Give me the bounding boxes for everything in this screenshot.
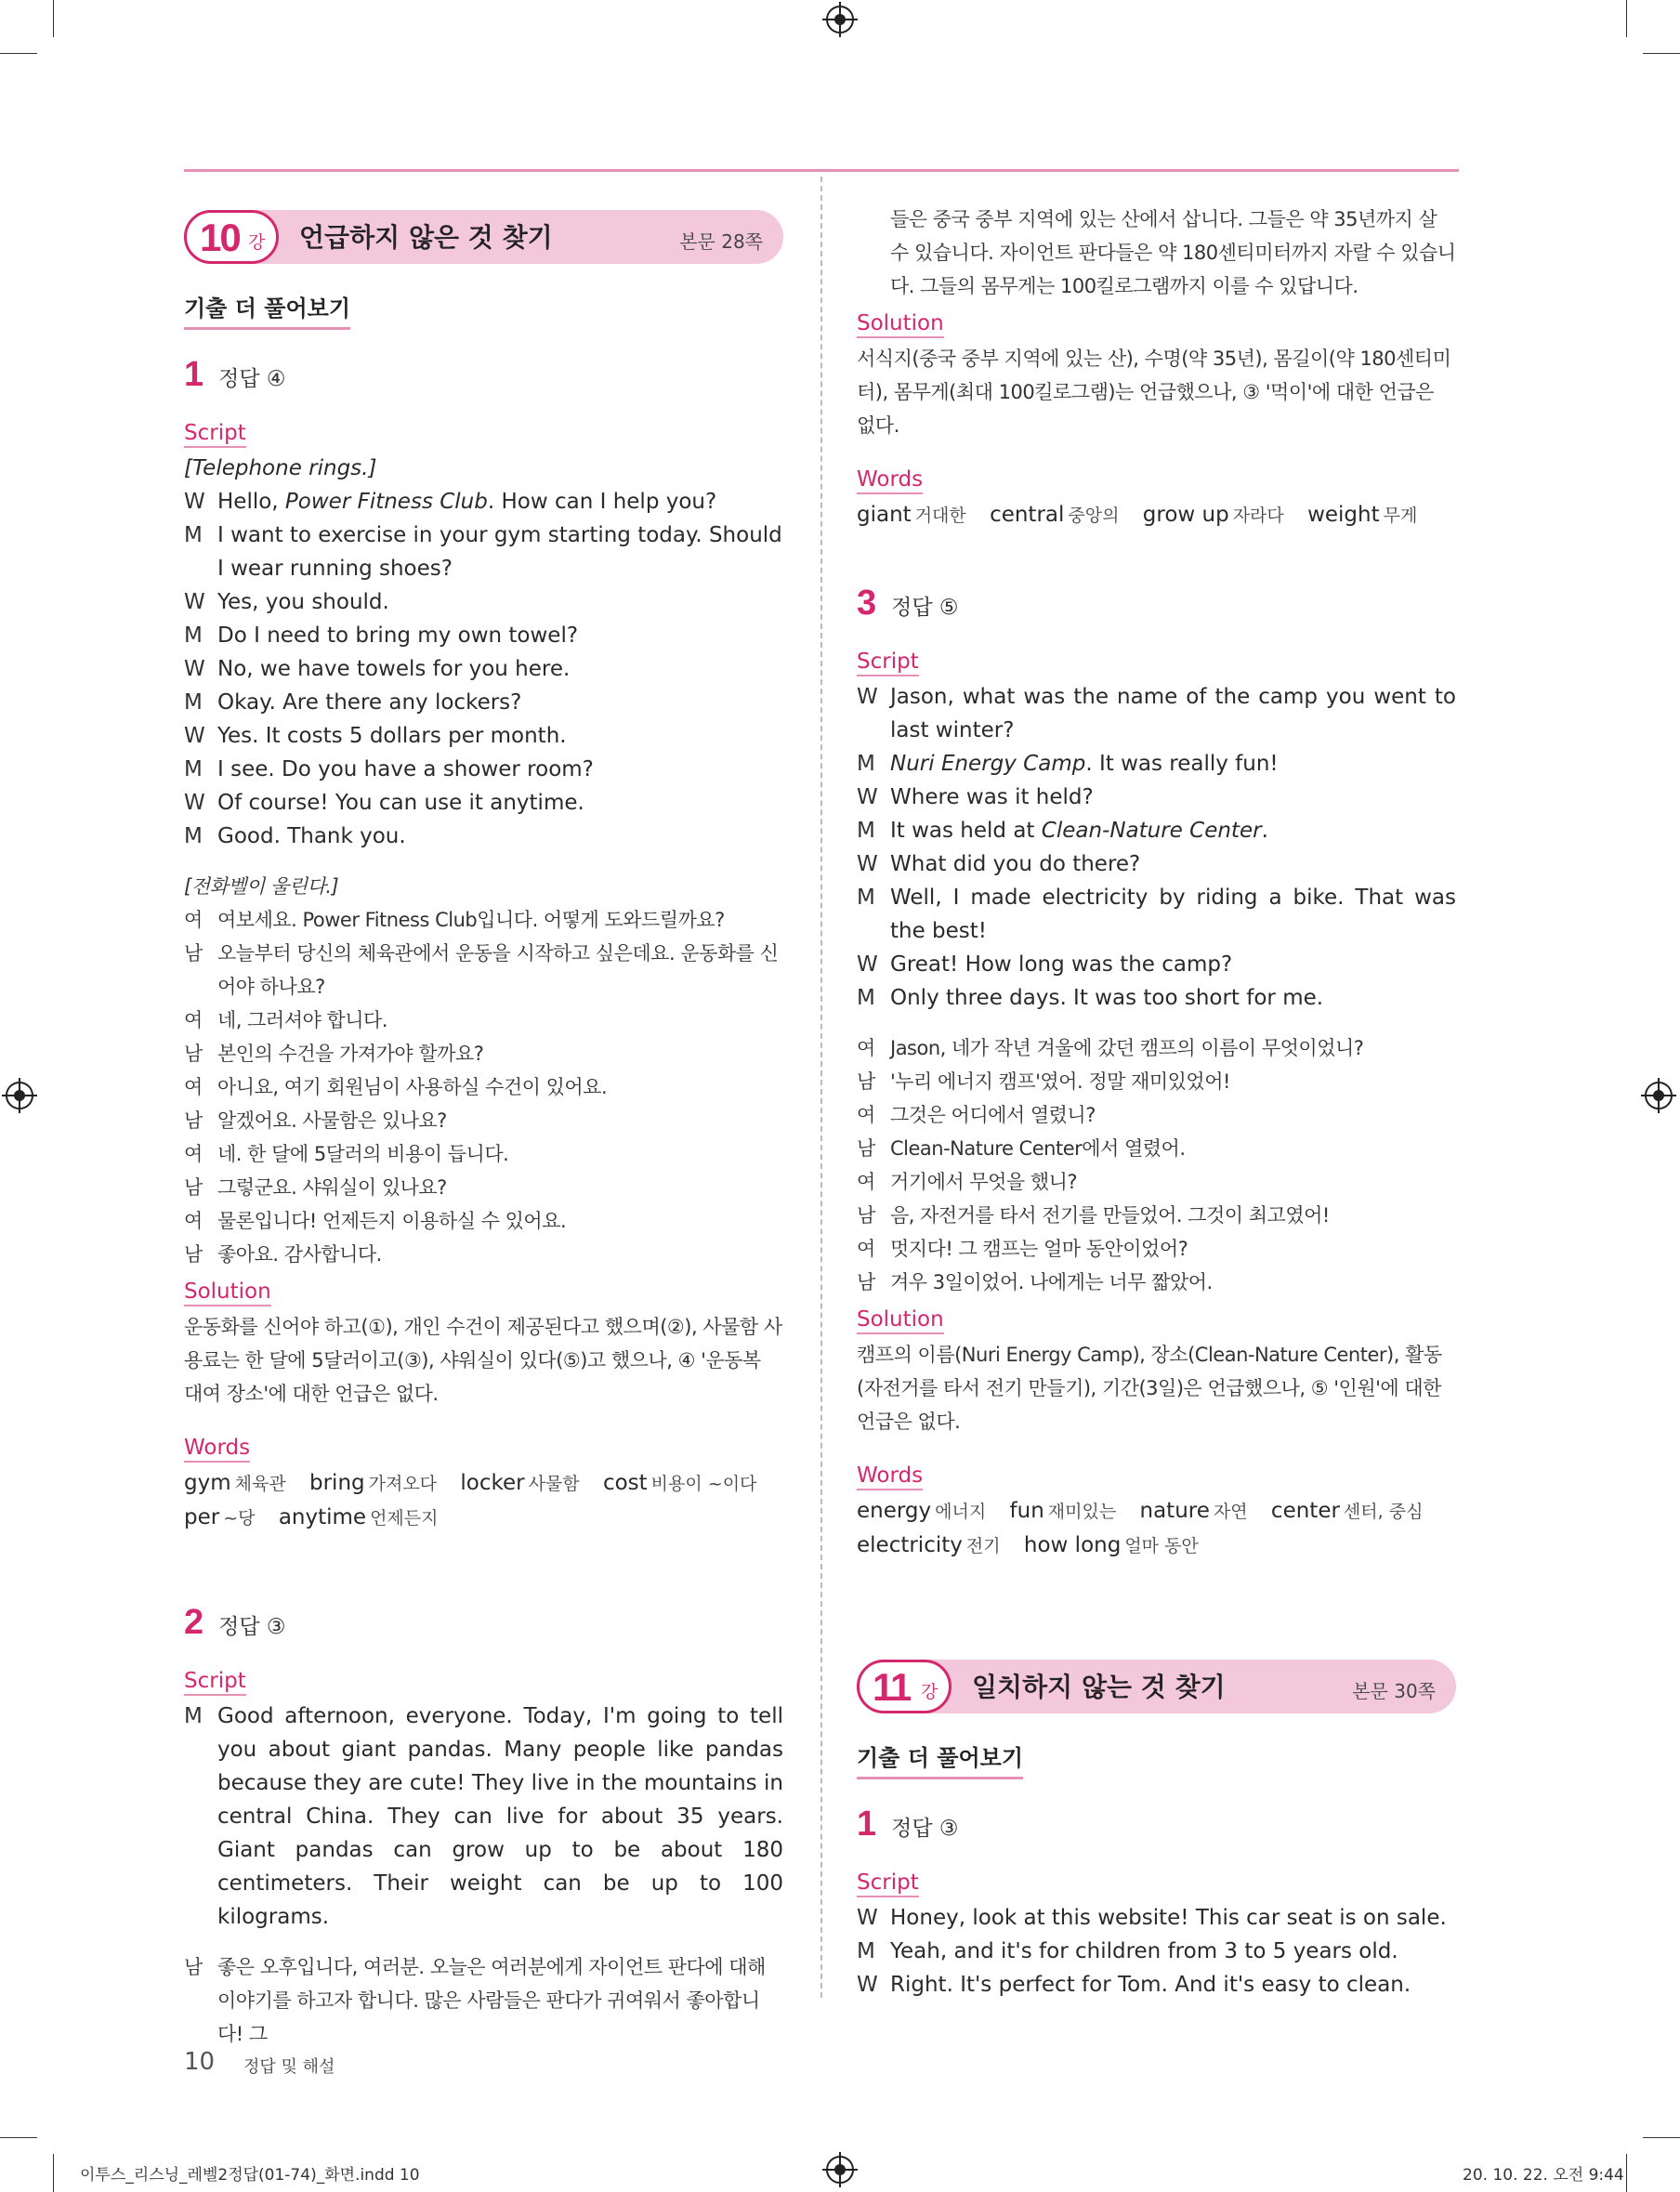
speaker: 여 [184, 1143, 203, 1165]
speaker-spacer [857, 203, 890, 303]
speaker: W [857, 1973, 878, 1997]
question-header [184, 356, 783, 396]
speaker: 여 [857, 1171, 875, 1193]
left-column [184, 210, 783, 2051]
vocab-meaning: 중앙의 [1068, 505, 1120, 526]
vocab-word: per [184, 1505, 220, 1529]
line-text: 음, 자전거를 타서 전기를 만들었어. 그것이 최고였어! [890, 1204, 1330, 1227]
vocab-word: energy [857, 1499, 932, 1523]
dialogue-line [184, 937, 783, 1004]
lesson-page-ref: 본문 28쪽 [679, 230, 763, 253]
dialogue-line [857, 1901, 1456, 1935]
print-slug-file: 이투스_리스닝_레벨2정답(01-74)_화면.indd 10 [80, 2166, 420, 2185]
speaker: 남 [857, 1137, 875, 1160]
script-label: Script [184, 1668, 246, 1696]
vocab-meaning: ~당 [223, 1508, 256, 1529]
vocab-meaning: 자라다 [1232, 505, 1284, 526]
speaker: M [184, 523, 203, 547]
speaker: W [184, 657, 205, 681]
solution-text: 캠프의 이름(Nuri Energy Camp), 장소(Clean-Nature Center), 활동(자전거를 타서 전기 만들기), 기간(3일)은 언급했으나, ⑤ '인원'에 대한 언급은 없다. [857, 1344, 1442, 1433]
vocab-word: anytime [278, 1505, 367, 1529]
vocab-word: central [990, 503, 1065, 527]
words-label: Words [184, 1435, 250, 1463]
dialogue-line [184, 652, 783, 686]
dialogue-line [184, 753, 783, 786]
question-header [857, 1805, 1456, 1845]
solution-label: Solution [857, 310, 944, 338]
line-text: 좋은 오후입니다, 여러분. 오늘은 여러분에게 자이언트 판다에 대해 이야기를 하고자 합니다. 많은 사람들은 판다가 귀여워서 좋아합니다! 그 [217, 1956, 766, 2045]
dialogue-line [857, 847, 1456, 881]
speaker: W [857, 852, 878, 876]
speaker: 여 [857, 1238, 875, 1260]
vocab-meaning: 가져오다 [368, 1474, 438, 1494]
line-text: Only three days. It was too short for me. [890, 986, 1324, 1010]
vocab-meaning: 체육관 [234, 1474, 286, 1494]
line-text-italic: Clean-Nature Center [1041, 819, 1262, 843]
line-text-part: Hello, [217, 490, 285, 514]
crop-mark [53, 0, 54, 37]
line-text: Where was it held? [890, 785, 1094, 809]
monologue-ko-continued [857, 203, 1456, 303]
registration-mark-icon [826, 6, 854, 33]
line-text: 여보세요. Power Fitness Club입니다. 어떻게 도와드릴까요? [217, 909, 725, 931]
spacer [857, 1015, 1456, 1031]
monologue [184, 1700, 783, 1934]
vocab-meaning: 얼마 동안 [1124, 1536, 1199, 1556]
script-label: Script [857, 649, 919, 676]
crop-mark [1626, 0, 1627, 37]
dialogue-line [184, 1238, 783, 1271]
line-text: I want to exercise in your gym starting today. Should I wear running shoes? [217, 523, 782, 581]
speaker: W [857, 685, 878, 709]
script-label: Script [857, 1870, 919, 1897]
dialogue-line [184, 485, 783, 518]
line-text-italic: Power Fitness Club [284, 490, 488, 514]
line-text: Honey, look at this website! This car seat is on sale. [890, 1906, 1447, 1930]
dialogue-line [857, 1132, 1456, 1165]
line-text: 본인의 수건을 가져가야 할까요? [217, 1043, 484, 1065]
dialogue-line [857, 814, 1456, 847]
vocab-meaning: 재미있는 [1047, 1502, 1117, 1522]
line-text: 그렇군요. 샤워실이 있나요? [217, 1176, 447, 1199]
dialogue-line [857, 1031, 1456, 1065]
registration-mark-icon [826, 2156, 854, 2184]
line-text-part: . [1261, 819, 1268, 843]
speaker: 남 [857, 1204, 875, 1227]
line-text-italic: Nuri Energy Camp [890, 752, 1086, 776]
vocab-list [184, 1466, 783, 1535]
line-text: '누리 에너지 캠프'였어. 정말 재미있었어! [890, 1070, 1230, 1093]
speaker: 남 [184, 1043, 203, 1065]
question-number: 3 [857, 584, 877, 623]
spacer [857, 1563, 1456, 1611]
right-column [857, 203, 1456, 2002]
crop-mark [1643, 53, 1680, 54]
vocab-word: bring [309, 1471, 365, 1495]
dialogue-line [857, 948, 1456, 981]
lesson-unit: 강 [921, 1682, 938, 1702]
speaker: 남 [184, 1176, 203, 1199]
solution-text: 운동화를 신어야 하고(①), 개인 수건이 제공된다고 했으며(②), 사물함 사용료는 한 달에 5달러이고(③), 샤워실이 있다(⑤)고 했으나, ④ '운동복 대여 장소'에 대한 언급은 없다. [184, 1316, 782, 1405]
vocab-word: locker [460, 1471, 525, 1495]
vocab-word: grow up [1142, 503, 1229, 527]
question-number: 2 [184, 1603, 204, 1642]
dialogue-line [184, 585, 783, 619]
line-text: I see. Do you have a shower room? [217, 757, 594, 781]
speaker: W [857, 785, 878, 809]
words-label: Words [857, 466, 923, 494]
dialogue-line [857, 1165, 1456, 1199]
vocab-list [857, 498, 1456, 532]
line-text: 아니요, 여기 회원님이 사용하실 수건이 있어요. [217, 1076, 608, 1098]
speaker: M [184, 690, 203, 715]
lesson-title: 언급하지 않은 것 찾기 [299, 222, 553, 253]
line-text: Jason, 네가 작년 겨울에 갔던 캠프의 이름이 무엇이었니? [890, 1037, 1364, 1059]
dialogue-line [184, 1004, 783, 1037]
vocab-meaning: 비용이 ~이다 [650, 1474, 757, 1494]
dialogue-line [184, 686, 783, 719]
line-text: Do I need to bring my own towel? [217, 623, 579, 648]
vocab-meaning: 센터, 중심 [1343, 1502, 1424, 1522]
spacer [184, 853, 783, 870]
dialogue-line [184, 619, 783, 652]
page-number: 10 [184, 2048, 216, 2076]
line-text: Yeah, and it's for children from 3 to 5 years old. [890, 1939, 1398, 1963]
line-text: Well, I made electricity by riding a bike. That was the best! [890, 886, 1456, 943]
line-text: Yes. It costs 5 dollars per month. [217, 724, 567, 748]
vocab-meaning: 사물함 [528, 1474, 580, 1494]
line-text: 멋지다! 그 캠프는 얼마 동안이었어? [890, 1238, 1188, 1260]
dialogue-line [184, 1070, 783, 1104]
registration-mark-icon [6, 1082, 33, 1109]
line-text: 그것은 어디에서 열렸니? [890, 1104, 1096, 1126]
speaker: M [857, 1939, 875, 1963]
dialogue-line [184, 1037, 783, 1070]
spacer [184, 1411, 783, 1427]
line-text: What did you do there? [890, 852, 1141, 876]
solution-label: Solution [184, 1279, 271, 1306]
vocab-word: fun [1009, 1499, 1044, 1523]
line-text: 겨우 3일이었어. 나에게는 너무 짧았어. [890, 1271, 1213, 1293]
script-label: Script [184, 420, 246, 448]
question-header [857, 584, 1456, 624]
top-rule [184, 169, 1459, 172]
question-number: 1 [184, 355, 204, 394]
dialogue-line [184, 820, 783, 853]
speaker: M [857, 819, 875, 843]
speaker: M [184, 757, 203, 781]
line-text: 물론입니다! 언제든지 이용하실 수 있어요. [217, 1210, 567, 1232]
line-text: Good afternoon, everyone. Today, I'm going to tell you about giant pandas. Many people like pandas because they are cute! They live in the mountains in central China. They can live for about 35 years. Giant pandas can grow up to be about 180 centimeters. Their weight can be up to 100 kilograms. [217, 1704, 783, 1929]
dialogue-line [184, 719, 783, 753]
vocab-word: nature [1139, 1499, 1210, 1523]
section-heading: 기출 더 풀어보기 [184, 292, 350, 330]
dialogue-line [857, 1266, 1456, 1299]
vocab-meaning: 전기 [965, 1536, 1001, 1556]
line-text-part: It was held at [890, 819, 1042, 843]
dialogue-en [184, 485, 783, 853]
speaker: 남 [184, 942, 203, 965]
vocab-meaning: 언제든지 [370, 1508, 439, 1529]
stage-direction-ko: [전화벨이 울린다.] [184, 875, 339, 898]
spacer [184, 1535, 783, 1583]
vocab-word: giant [857, 503, 912, 527]
speaker: 남 [857, 1271, 875, 1293]
question-number: 1 [857, 1805, 877, 1844]
dialogue-line [857, 1098, 1456, 1132]
dialogue-line [857, 881, 1456, 948]
line-text: Great! How long was the camp? [890, 952, 1233, 977]
speaker: W [857, 952, 878, 977]
vocab-word: cost [602, 1471, 648, 1495]
dialogue-ko [857, 1031, 1456, 1299]
footer-title: 정답 및 해설 [243, 2057, 335, 2077]
spacer [184, 1934, 783, 1950]
spacer [184, 1583, 783, 1600]
dialogue-line [184, 518, 783, 585]
speaker: 여 [184, 1210, 203, 1232]
line-text: 거기에서 무엇을 했니? [890, 1171, 1078, 1193]
words-label: Words [857, 1463, 923, 1490]
vocab-meaning: 자연 [1213, 1502, 1248, 1522]
spacer [857, 1611, 1456, 1660]
dialogue-line [857, 981, 1456, 1015]
line-text: 들은 중국 중부 지역에 있는 산에서 삽니다. 그들은 약 35년까지 살 수 있습니다. 자이언트 판다들은 약 180센티미터까지 자랄 수 있습니다. 그들의 몸무게는 100킬로그램까지 이를 수 있답니다. [890, 208, 1456, 297]
line-text: Okay. Are there any lockers? [217, 690, 522, 715]
line-text: Good. Thank you. [217, 824, 406, 848]
lesson-number: 11 [873, 1665, 911, 1709]
dialogue-line [857, 781, 1456, 814]
speaker: 남 [184, 1109, 203, 1132]
lesson-header [184, 210, 783, 264]
speaker: 남 [184, 1956, 203, 1978]
speaker: M [857, 886, 875, 910]
dialogue-line [857, 1199, 1456, 1232]
column-divider [820, 177, 822, 1998]
speaker: 여 [184, 1009, 203, 1031]
answer-key: 정답 ③ [891, 1817, 959, 1841]
speaker: 여 [184, 1076, 203, 1098]
monologue-ko [184, 1950, 783, 2051]
dialogue-line [857, 747, 1456, 781]
dialogue-line [184, 1137, 783, 1171]
lesson-unit: 강 [248, 232, 266, 253]
crop-mark [1626, 2154, 1627, 2192]
lesson-number: 10 [200, 216, 240, 259]
line-text-part: . It was really fun! [1085, 752, 1279, 776]
dialogue-line [184, 1104, 783, 1137]
speaker: 여 [857, 1104, 875, 1126]
registration-mark-icon [1645, 1082, 1673, 1109]
speaker: W [184, 490, 205, 514]
print-slug-date: 20. 10. 22. 오전 9:44 [1463, 2166, 1624, 2185]
dialogue-line [184, 1171, 783, 1204]
lesson-badge [184, 210, 279, 264]
speaker: 남 [857, 1070, 875, 1093]
dialogue-line [184, 786, 783, 820]
vocab-meaning: 에너지 [935, 1502, 987, 1522]
speaker: W [184, 791, 205, 815]
line-text: 오늘부터 당신의 체육관에서 운동을 시작하고 싶은데요. 운동화를 신어야 하나요? [217, 942, 779, 998]
line-text: 좋아요. 감사합니다. [217, 1243, 382, 1266]
answer-key: 정답 ③ [218, 1615, 286, 1639]
lesson-page-ref: 본문 30쪽 [1352, 1680, 1436, 1702]
speaker: M [184, 824, 203, 848]
line-text: 네. 한 달에 5달러의 비용이 듭니다. [217, 1143, 509, 1165]
speaker: 여 [184, 909, 203, 931]
vocab-word: electricity [857, 1533, 963, 1557]
dialogue-line [184, 903, 783, 937]
line-text: No, we have towels for you here. [217, 657, 571, 681]
vocab-word: weight [1307, 503, 1380, 527]
line-text: Yes, you should. [217, 590, 389, 614]
lesson-badge [857, 1660, 952, 1713]
dialogue-line [857, 1935, 1456, 1968]
vocab-list [857, 1494, 1456, 1563]
dialogue-line [857, 680, 1456, 747]
dialogue-ko [184, 903, 783, 1271]
spacer [857, 1438, 1456, 1455]
line-text [890, 814, 1456, 847]
line-text [217, 485, 783, 518]
dialogue-en [857, 680, 1456, 1015]
line-text: 알겠어요. 사물함은 있나요? [217, 1109, 447, 1132]
dialogue-line [857, 1968, 1456, 2002]
stage-direction: [Telephone rings.] [184, 456, 377, 480]
dialogue-line [857, 1065, 1456, 1098]
line-text: Clean-Nature Center에서 열렸어. [890, 1137, 1186, 1160]
crop-mark [0, 2137, 37, 2138]
lesson-header [857, 1660, 1456, 1713]
crop-mark [0, 53, 37, 54]
dialogue-line [184, 1204, 783, 1238]
crop-mark [53, 2154, 54, 2192]
question-header [184, 1604, 783, 1644]
line-text: Of course! You can use it anytime. [217, 791, 584, 815]
speaker: W [184, 590, 205, 614]
dialogue-line [857, 1232, 1456, 1266]
vocab-word: how long [1023, 1533, 1122, 1557]
speaker: 여 [857, 1037, 875, 1059]
speaker: M [184, 1704, 203, 1728]
solution-label: Solution [857, 1306, 944, 1334]
line-text: 네, 그러셔야 합니다. [217, 1009, 387, 1031]
speaker: M [857, 752, 875, 776]
line-text-part: . How can I help you? [487, 490, 717, 514]
speaker: 남 [184, 1243, 203, 1266]
spacer [857, 532, 1456, 581]
section-heading: 기출 더 풀어보기 [857, 1741, 1023, 1779]
answer-key: 정답 ⑤ [891, 596, 959, 620]
lesson-title: 일치하지 않는 것 찾기 [972, 1672, 1226, 1702]
crop-mark [1643, 2137, 1680, 2138]
line-text: Right. It's perfect for Tom. And it's easy to clean. [890, 1973, 1411, 1997]
speaker: W [857, 1906, 878, 1930]
vocab-meaning: 거대한 [914, 505, 966, 526]
solution-text: 서식지(중국 중부 지역에 있는 산), 수명(약 35년), 몸길이(약 180센티미터), 몸무게(최대 100킬로그램)는 언급했으나, ③ '먹이'에 대한 언급은 없다. [857, 348, 1451, 437]
vocab-meaning: 무게 [1383, 505, 1418, 526]
spacer [857, 442, 1456, 459]
line-text [890, 747, 1456, 781]
speaker: M [857, 986, 875, 1010]
vocab-word: center [1270, 1499, 1340, 1523]
speaker: W [184, 724, 205, 748]
speaker: M [184, 623, 203, 648]
line-text: Jason, what was the name of the camp you went to last winter? [890, 685, 1456, 742]
answer-key: 정답 ④ [218, 367, 286, 391]
vocab-word: gym [184, 1471, 231, 1495]
dialogue-en [857, 1901, 1456, 2002]
